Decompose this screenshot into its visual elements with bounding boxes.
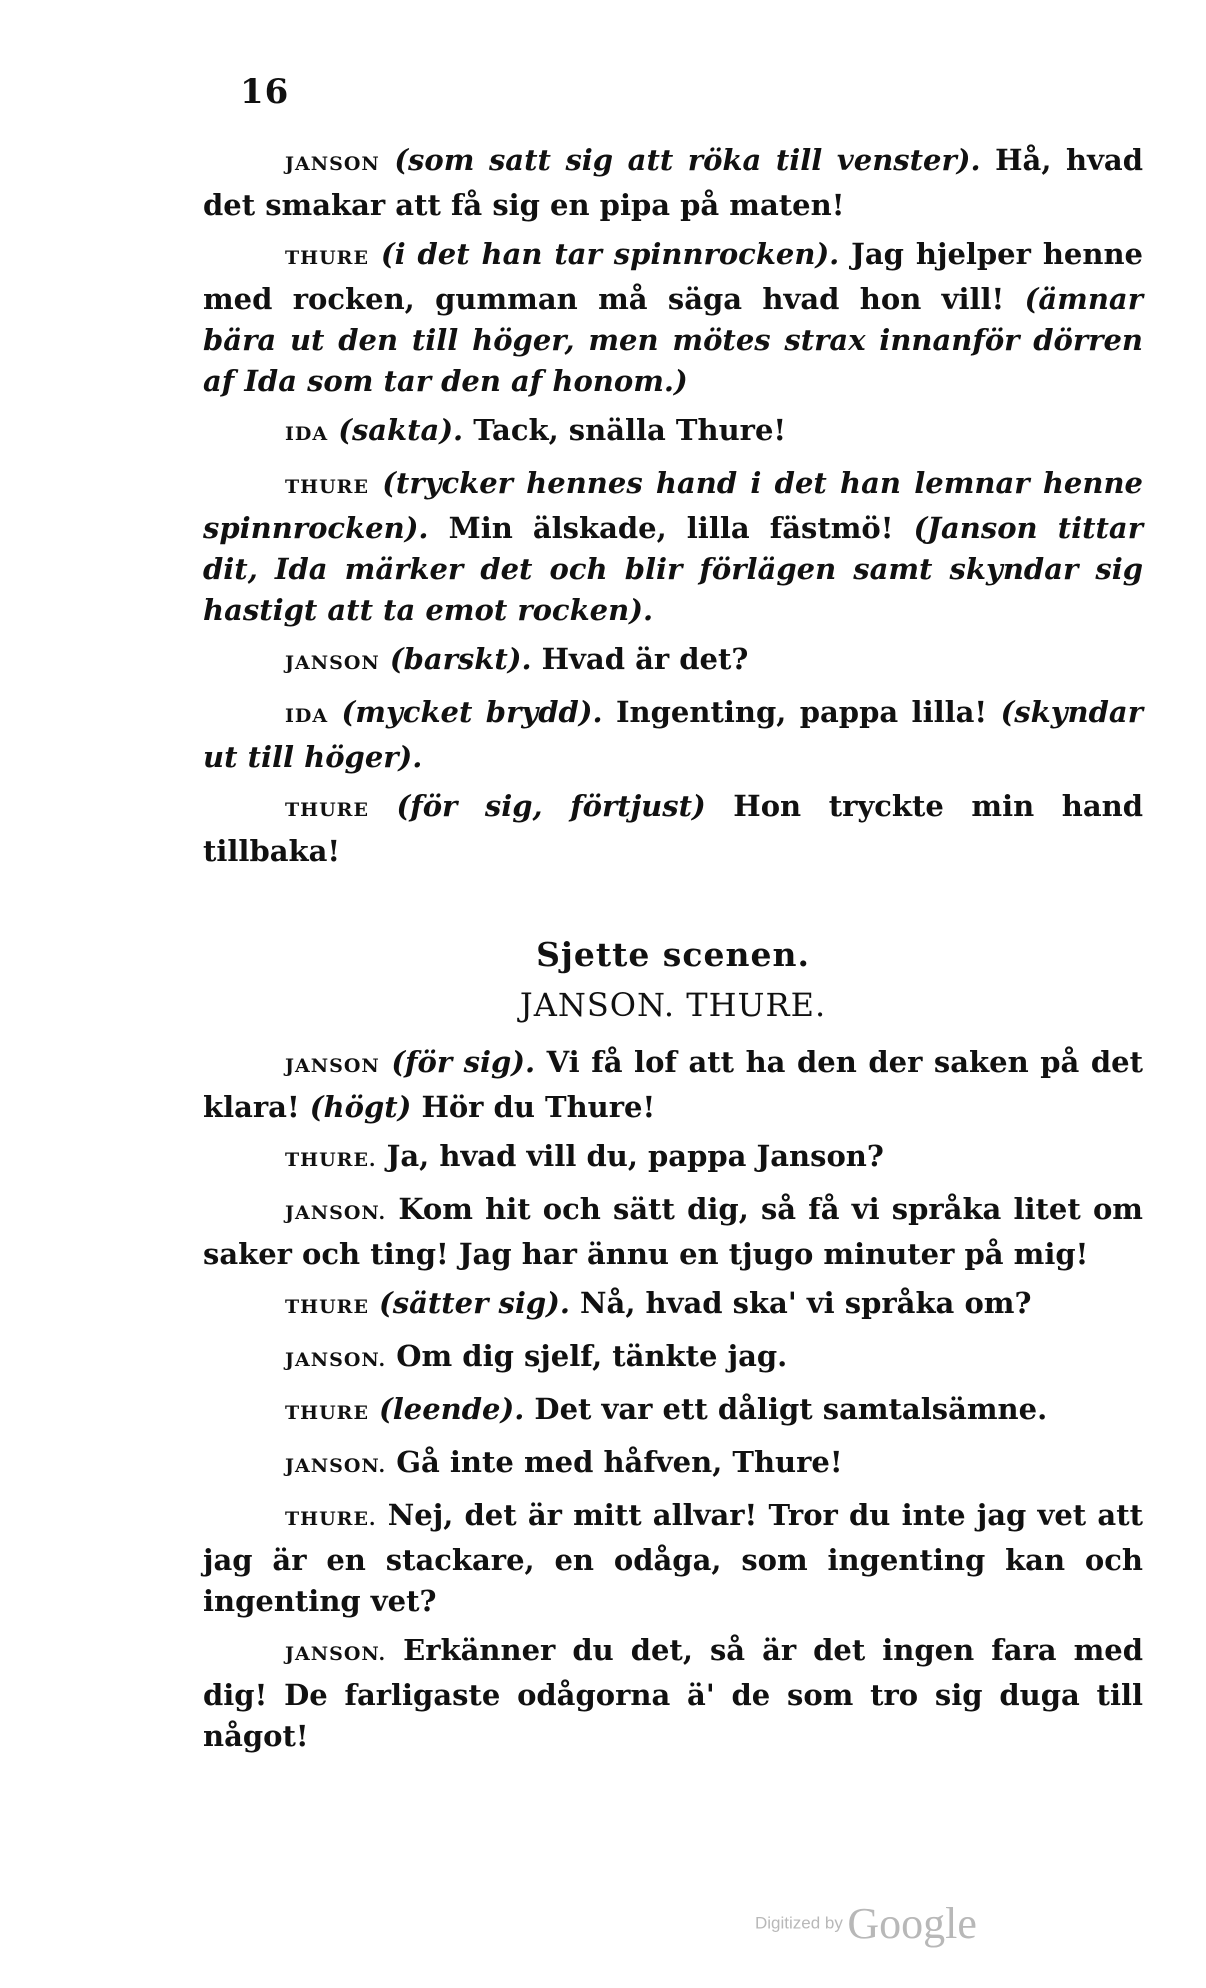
dialogue-text: Erkänner du det, så är det ingen fara med dig! De farligaste odågorna ä' de som tro sig duga till något!: [203, 1633, 1143, 1753]
speech: [203, 1442, 1143, 1487]
dialogue-text: Ja, hvad vill du, pappa Janson?: [386, 1139, 884, 1173]
stage-direction: (högt): [309, 1090, 412, 1124]
speech: [203, 1495, 1143, 1622]
speech: [203, 140, 1143, 226]
speaker-name: JANSON.: [285, 1455, 387, 1477]
speech: [203, 410, 1143, 455]
speaker-name: JANSON.: [285, 1349, 387, 1371]
speeches-before-scene: [203, 140, 1143, 872]
speaker-name: THURE: [285, 247, 369, 269]
speech: [203, 1136, 1143, 1181]
speech: [203, 1283, 1143, 1328]
dialogue-text: Gå inte med håfven, Thure!: [396, 1445, 843, 1479]
dialogue-text: Kom hit och sätt dig, så få vi språka litet om saker och ting! Jag har ännu en tjugo minuter på mig!: [203, 1192, 1143, 1271]
speaker-name: IDA: [285, 705, 329, 727]
dialogue-text: Det var ett dåligt samtalsämne.: [524, 1392, 1048, 1426]
stage-direction: (skyndar ut till höger).: [203, 695, 1143, 774]
speech: [203, 1336, 1143, 1381]
dialogue-text: Vi få lof att ha den der saken på det klara!: [203, 1045, 1143, 1124]
stage-direction: (i det han tar spinnrocken).: [380, 237, 840, 271]
dialogue-text: Nå, hvad ska' vi språka om?: [569, 1286, 1032, 1320]
stage-direction: (som satt sig att röka till venster).: [394, 143, 981, 177]
speeches-after-scene: [203, 1042, 1143, 1757]
stage-direction: (för sig, förtjust): [396, 789, 706, 823]
speaker-name: THURE.: [285, 1149, 377, 1171]
dialogue-text: Jag hjelper henne med rocken, gumman må säga hvad hon vill!: [203, 237, 1143, 316]
speech: [203, 463, 1143, 631]
dialogue-text: Hå, hvad det smakar att få sig en pipa på maten!: [203, 143, 1143, 222]
stage-direction: (sakta).: [338, 413, 464, 447]
speaker-name: JANSON.: [285, 1643, 387, 1665]
speaker-name: JANSON: [285, 652, 380, 674]
speech: [203, 1389, 1143, 1434]
watermark-prefix: Digitized by: [755, 1913, 843, 1933]
stage-direction: (för sig).: [391, 1045, 536, 1079]
dialogue-text: Hvad är det?: [531, 642, 749, 676]
page-number: 16: [240, 72, 290, 112]
speaker-name: THURE: [285, 1402, 369, 1424]
speaker-name: THURE: [285, 1296, 369, 1318]
dialogue-text: Ingenting, pappa lilla!: [602, 695, 1001, 729]
stage-direction: (trycker hennes hand i det han lemnar henne spinnrocken).: [203, 466, 1143, 545]
dialogue-text: Min älskade, lilla fästmö!: [428, 511, 914, 545]
stage-direction: (mycket brydd).: [341, 695, 603, 729]
speaker-name: THURE.: [285, 1508, 377, 1530]
play-text: [203, 140, 1143, 1765]
speech: [203, 1630, 1143, 1757]
speech: [203, 786, 1143, 872]
speaker-name: THURE: [285, 799, 369, 821]
dialogue-text: Hör du Thure!: [411, 1090, 656, 1124]
stage-direction: (sätter sig).: [379, 1286, 570, 1320]
speaker-name: JANSON.: [285, 1202, 387, 1224]
dialogue-text: Tack, snälla Thure!: [463, 413, 787, 447]
speech: [203, 1042, 1143, 1128]
speaker-name: JANSON: [285, 153, 380, 175]
watermark-brand: Google: [847, 1899, 977, 1948]
speaker-name: IDA: [285, 423, 329, 445]
dialogue-text: Hon tryckte min hand tillbaka!: [203, 789, 1143, 868]
stage-direction: (Janson tittar dit, Ida märker det och blir förlägen samt skyndar sig hastigt att ta emot rocken).: [203, 511, 1143, 627]
speaker-name: JANSON: [285, 1055, 380, 1077]
dialogue-text: Nej, det är mitt allvar! Tror du inte jag vet att jag är en stackare, en odåga, som ingenting kan och ingenting vet?: [203, 1498, 1143, 1618]
dialogue-text: Om dig sjelf, tänkte jag.: [396, 1339, 788, 1373]
speech: [203, 234, 1143, 402]
speaker-name: THURE: [285, 476, 369, 498]
speech: [203, 1189, 1143, 1275]
scene-title: Sjette scenen.: [536, 935, 810, 974]
stage-direction: (barskt).: [389, 642, 532, 676]
speech: [203, 692, 1143, 778]
digitized-watermark: [755, 1898, 977, 1949]
stage-direction: (leende).: [379, 1392, 525, 1426]
speech: [203, 639, 1143, 684]
stage-direction: (ämnar bära ut den till höger, men mötes strax innanför dörren af Ida som tar den af honom.): [203, 282, 1143, 398]
scene-characters: JANSON. THURE.: [519, 986, 827, 1024]
